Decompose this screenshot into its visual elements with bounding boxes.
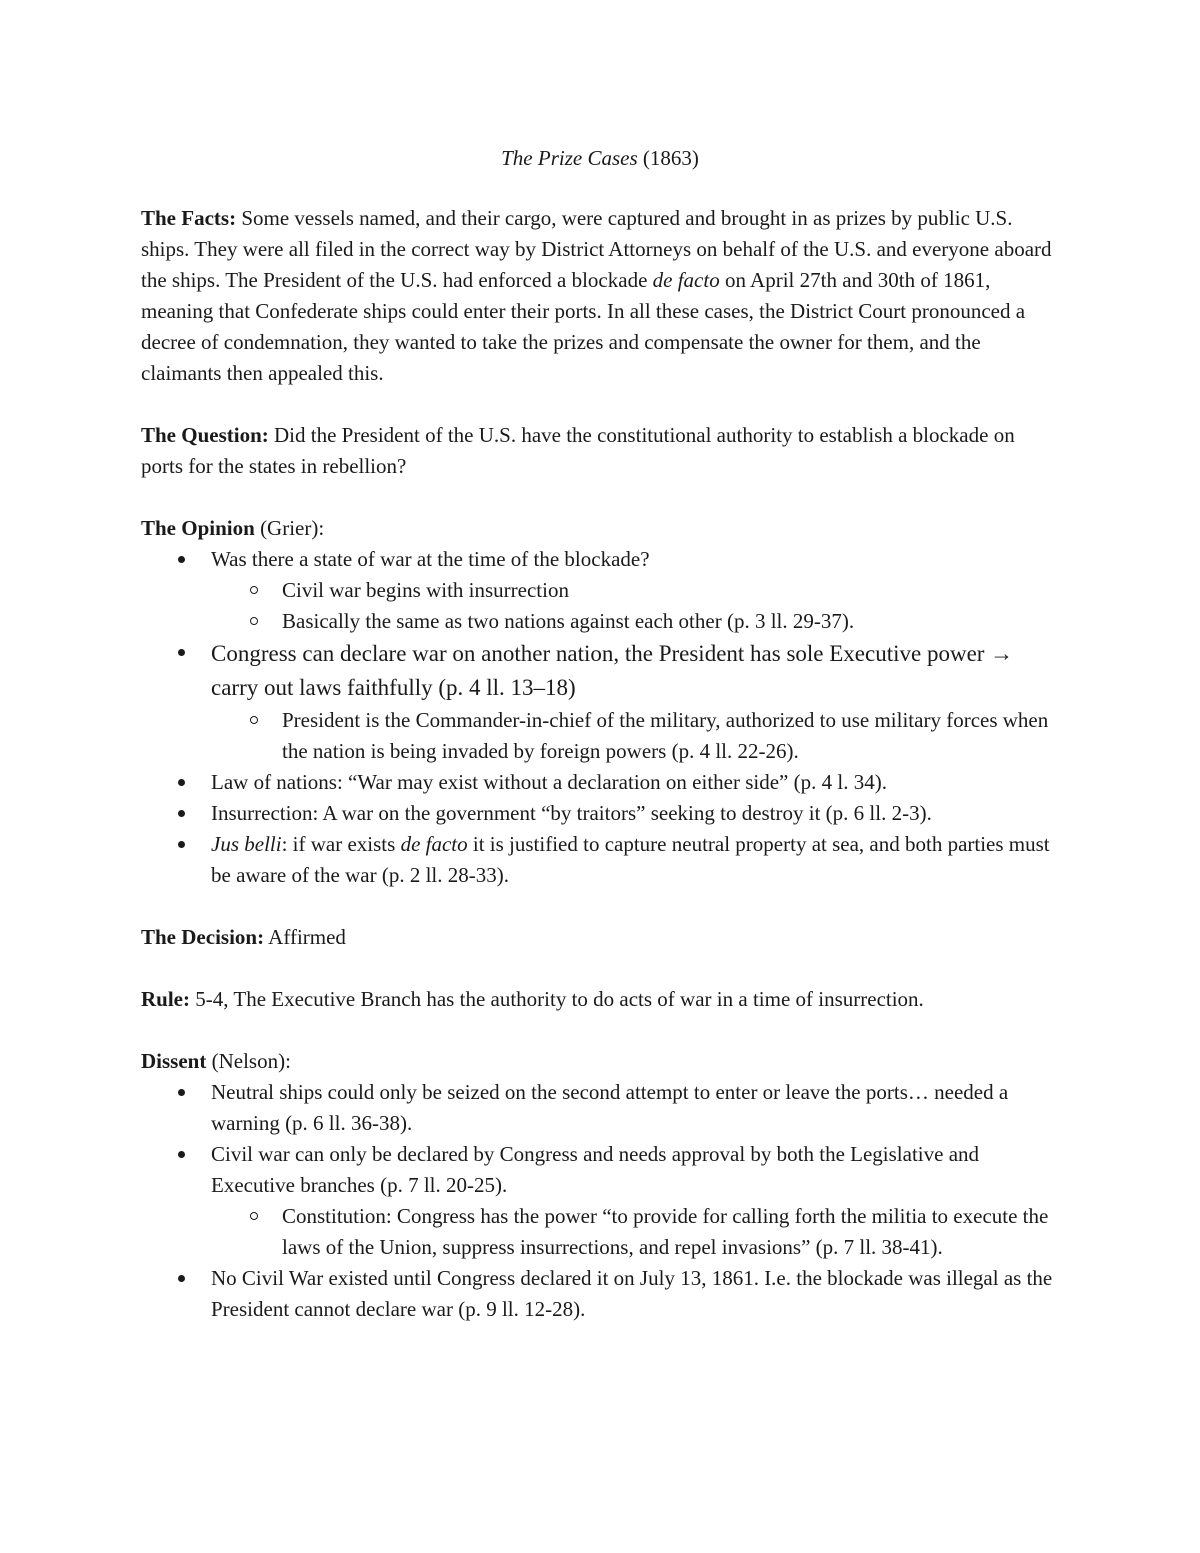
opinion-point-3: Law of nations: “War may exist without a declaration on either side” (p. 4 l. 34). (211, 770, 887, 794)
dissent-sublist (211, 1201, 1061, 1263)
opinion-subpoint: Civil war begins with insurrection (282, 578, 569, 602)
list-item (141, 637, 1061, 767)
opinion-subpoint: Basically the same as two nations against each other (p. 3 ll. 29-37). (282, 609, 855, 633)
dissent-label: Dissent (141, 1049, 207, 1073)
dissent-point-3: No Civil War existed until Congress declared it on July 13, 1861. I.e. the blockade was illegal as the President cannot declare war (p. 9 ll. 12-28). (211, 1266, 1053, 1321)
list-item (141, 829, 1061, 891)
opinion-point-5-italic: Jus belli (211, 832, 282, 856)
opinion-heading (141, 513, 1061, 544)
dissent-point-2: Civil war can only be declared by Congress and needs approval by both the Legislative and Executive branches (p. 7 ll. 20-25). (211, 1142, 980, 1197)
list-item (211, 705, 1061, 767)
facts-label: The Facts: (141, 206, 237, 230)
list-item (141, 798, 1061, 829)
rule-section (141, 984, 1061, 1015)
list-item (211, 575, 1061, 606)
opinion-list (141, 544, 1061, 891)
dissent-heading (141, 1046, 1061, 1077)
list-item (141, 544, 1061, 637)
title-year: (1863) (637, 146, 699, 170)
facts-text-2: on April 27th and 30th of 1861, meaning that Confederate ships could enter their ports. In all these cases, the District Court pronounced a decree of condemnation, they wanted to take the prizes and compensate the owner for them, and the claimants then appealed this. (141, 268, 1026, 385)
opinion-point-5-italic-2: de facto (400, 832, 468, 856)
list-item (141, 767, 1061, 798)
opinion-point-4: Insurrection: A war on the government “by traitors” seeking to destroy it (p. 6 ll. 2-3). (211, 801, 932, 825)
opinion-point-1: Was there a state of war at the time of the blockade? (211, 547, 650, 571)
rule-text: 5-4, The Executive Branch has the authority to do acts of war in a time of insurrection. (190, 987, 924, 1011)
opinion-point-5-text-2: it is justified to capture neutral property at sea, and both parties must be aware of the war (p. 2 ll. 28-33). (211, 832, 1050, 887)
opinion-sublist (211, 705, 1061, 767)
facts-italic: de facto (652, 268, 720, 292)
facts-section (141, 203, 1061, 389)
decision-label: The Decision: (141, 925, 265, 949)
decision-text: Affirmed (264, 925, 346, 949)
opinion-point-5-text: : if war exists (281, 832, 401, 856)
rule-label: Rule: (141, 987, 190, 1011)
dissent-subpoint: Constitution: Congress has the power “to provide for calling forth the militia to execute the laws of the Union, suppress insurrections, and repel invasions” (p. 7 ll. 38-41). (282, 1204, 1049, 1259)
question-text: Did the President of the U.S. have the constitutional authority to establish a blockade on ports for the states in rebellion? (141, 423, 1015, 478)
list-item (141, 1263, 1061, 1325)
dissent-section (141, 1046, 1061, 1325)
document-title (0, 143, 1200, 174)
opinion-section (141, 513, 1061, 891)
opinion-point-2: Congress can declare war on another nation, the President has sole Executive power → carry out laws faithfully (p. 4 ll. 13–18) (211, 641, 1014, 700)
opinion-sublist (211, 575, 1061, 637)
title-case-name: The Prize Cases (501, 146, 638, 170)
opinion-subpoint: President is the Commander-in-chief of the military, authorized to use military forces when the nation is being invaded by foreign powers (p. 4 ll. 22-26). (282, 708, 1049, 763)
list-item (211, 1201, 1061, 1263)
dissent-author: (Nelson): (206, 1049, 291, 1073)
list-item (141, 1139, 1061, 1263)
dissent-list (141, 1077, 1061, 1325)
facts-text-1: Some vessels named, and their cargo, were captured and brought in as prizes by public U.S. ships. They were all filed in the correct way by District Attorneys on behalf of the U.S. and everyone aboard the ships. The President of the U.S. had enforced a blockade (141, 206, 1052, 292)
opinion-author: (Grier): (254, 516, 325, 540)
question-label: The Question: (141, 423, 269, 447)
opinion-label: The Opinion (141, 516, 255, 540)
decision-section (141, 922, 1061, 953)
document-body (141, 203, 1061, 1325)
list-item (141, 1077, 1061, 1139)
dissent-point-1: Neutral ships could only be seized on the second attempt to enter or leave the ports… needed a warning (p. 6 ll. 36-38). (211, 1080, 1009, 1135)
question-section (141, 420, 1061, 482)
list-item (211, 606, 1061, 637)
